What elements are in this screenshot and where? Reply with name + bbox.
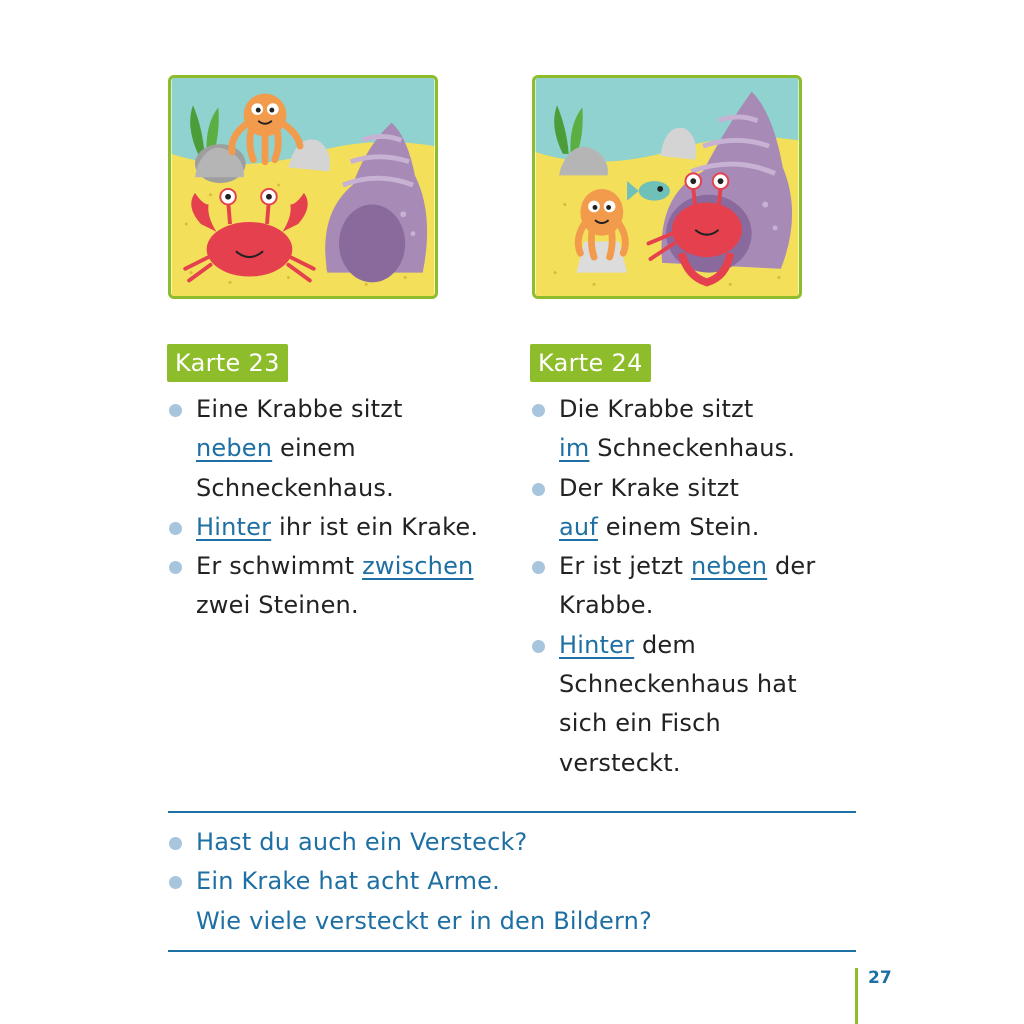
question-item xyxy=(168,862,856,941)
list-item xyxy=(168,508,508,547)
sentence-text: dem Schneckenhaus hat sich ein Fisch versteckt. xyxy=(559,630,797,777)
octopus-icon xyxy=(576,189,627,273)
sentence-text: einem Schneckenhaus. xyxy=(196,434,394,502)
divider-bottom xyxy=(168,950,856,952)
sentence-text: der Krabbe. xyxy=(559,552,816,620)
list-item xyxy=(531,390,831,469)
sentence-text: Der Krake sitzt xyxy=(559,473,740,502)
divider-top xyxy=(168,811,856,813)
sentence-text: Er schwimmt xyxy=(196,552,363,581)
question-item xyxy=(168,823,856,862)
keyword-preposition: zwischen xyxy=(362,552,474,581)
list-item xyxy=(531,547,831,626)
keyword-preposition: neben xyxy=(690,552,768,581)
sentence-text: Schneckenhaus. xyxy=(589,434,796,463)
card-24-label: Karte 24 xyxy=(530,344,651,382)
card-23-label: Karte 23 xyxy=(167,344,288,382)
question-text: Hast du auch ein Versteck? xyxy=(196,828,528,856)
page-number: 27 xyxy=(868,968,892,988)
list-item xyxy=(531,626,831,783)
keyword-preposition: im xyxy=(559,434,590,463)
discussion-questions xyxy=(168,823,856,941)
keyword-preposition: auf xyxy=(559,512,598,541)
scene-crab-next-to-shell xyxy=(171,78,435,296)
illustration-card-23 xyxy=(168,75,438,299)
card-23-sentences xyxy=(168,390,508,626)
card-24-sentences xyxy=(531,390,831,783)
sentence-text: Er ist jetzt xyxy=(559,552,691,581)
sentence-text: Die Krabbe sitzt xyxy=(559,395,754,423)
sentence-text: zwei Steinen. xyxy=(196,591,359,620)
list-item xyxy=(168,390,508,508)
question-text: Wie viele versteckt er in den Bildern? xyxy=(196,906,653,935)
illustration-card-24 xyxy=(532,75,802,299)
keyword-preposition: Hinter xyxy=(559,630,635,659)
sentence-text: ihr ist ein Krake. xyxy=(271,512,479,541)
question-text: Ein Krake hat acht Arme. xyxy=(196,867,500,896)
page-margin-bar xyxy=(855,968,858,1024)
scene-crab-in-shell xyxy=(535,78,799,296)
keyword-preposition: Hinter xyxy=(196,512,272,541)
list-item xyxy=(168,547,508,626)
list-item xyxy=(531,469,831,548)
sentence-text: einem Stein. xyxy=(597,512,760,541)
sentence-text: Eine Krabbe sitzt xyxy=(196,395,403,423)
keyword-preposition: neben xyxy=(196,434,273,463)
